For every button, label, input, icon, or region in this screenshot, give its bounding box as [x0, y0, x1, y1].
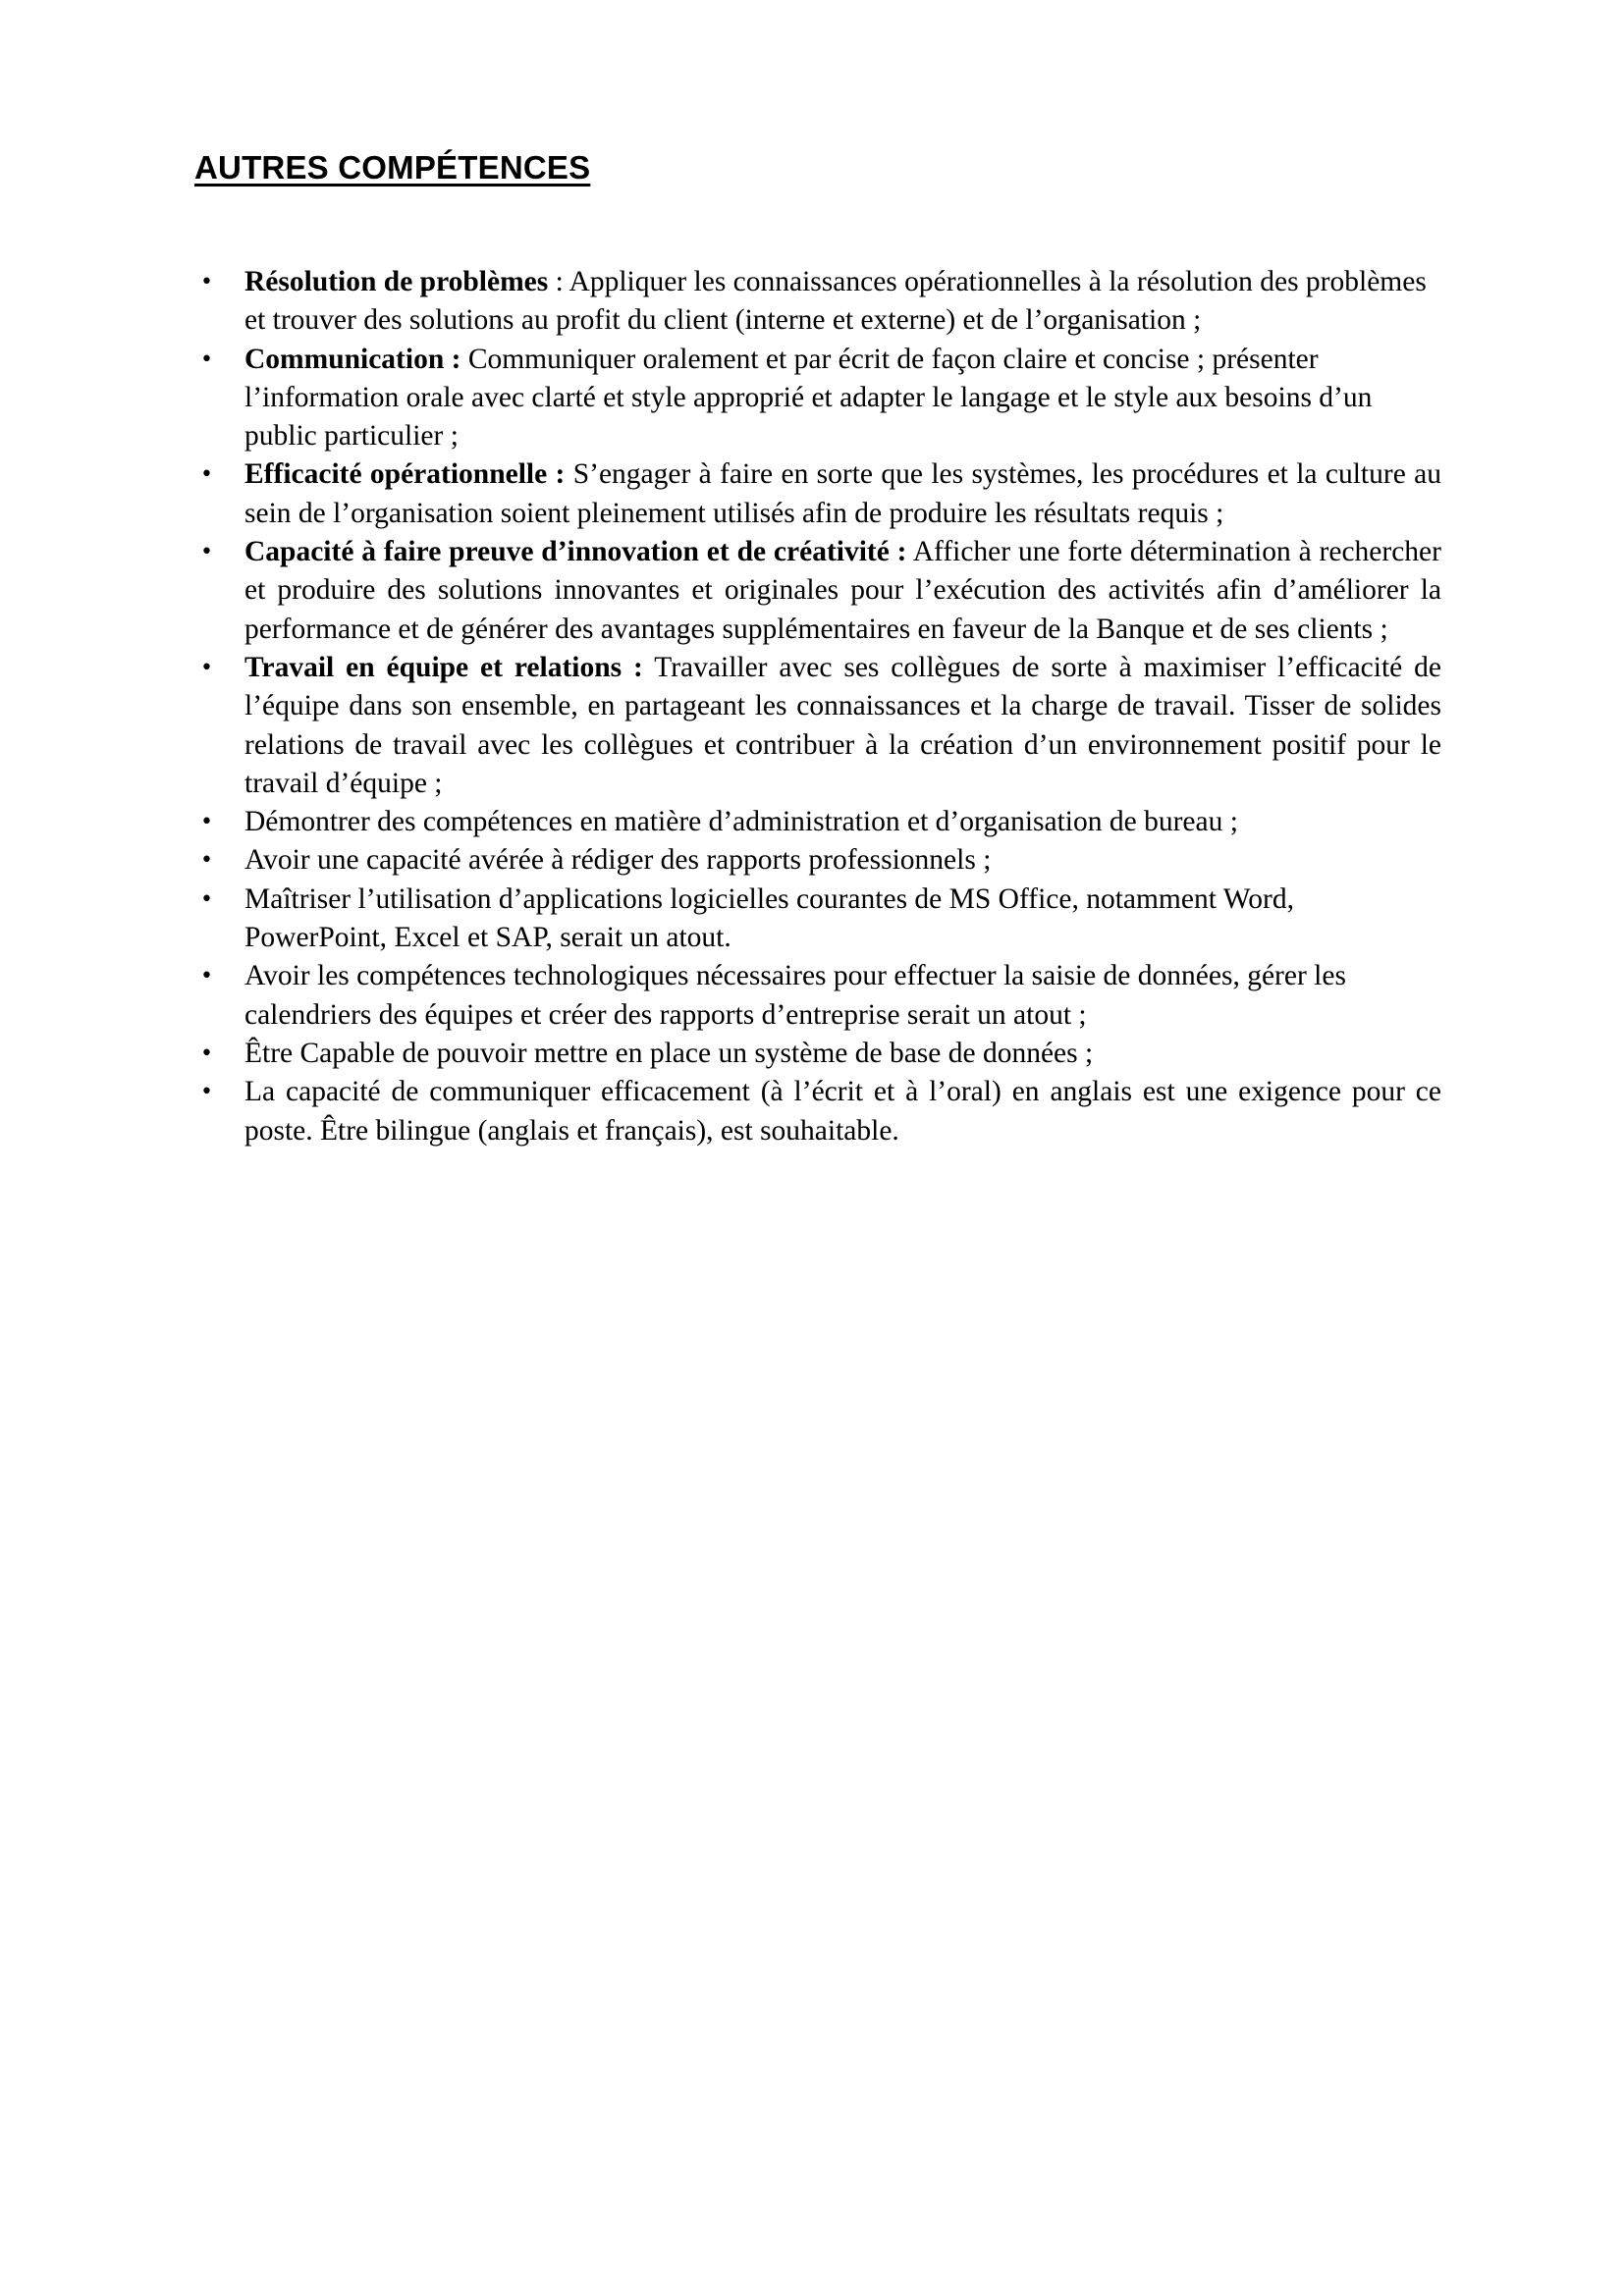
item-text: Afficher une forte détermination à rechercher et produire des solutions innovantes et originales pour l’exécution des activités afin d’améliorer la performance et de générer des avantages supplémentaires en faveur de la Banque et de ses clients ; [244, 536, 1441, 645]
section-heading: AUTRES COMPÉTENCES [194, 149, 591, 186]
item-text: Avoir les compétences technologiques nécessaires pour effectuer la saisie de données, gérer les calendriers des équipes et créer des rapports d’entreprise serait un atout ; [244, 960, 1346, 1031]
item-text: Démontrer des compétences en matière d’administration et d’organisation de bureau ; [244, 806, 1238, 838]
bullet-icon: • [200, 347, 213, 372]
list-item [194, 649, 1441, 803]
item-title: Communication : [244, 343, 461, 375]
bullet-icon: • [200, 810, 213, 835]
bullet-icon: • [200, 655, 213, 680]
list-item [194, 957, 1441, 1035]
list-item [194, 1073, 1441, 1150]
item-text: Être Capable de pouvoir mettre en place un système de base de données ; [244, 1037, 1094, 1069]
list-item [194, 803, 1441, 841]
list-item [194, 263, 1441, 341]
bullet-icon: • [200, 270, 213, 294]
bullet-icon: • [200, 462, 213, 488]
item-title: Efficacité opérationnelle : [244, 458, 566, 491]
item-text: Travailler avec ses collègues de sorte à maximiser l’efficacité de l’équipe dans son ensemble, en partageant les connaissances et la charge de travail. Tisser de solides relations de travail avec les collègues et contribuer à la création d’un environnement positif pour le travail d’équipe ; [244, 651, 1442, 799]
item-text: Maîtriser l’utilisation d’applications logicielles courantes de MS Office, notamment Word, PowerPoint, Excel et SAP, serait un atout. [244, 882, 1294, 954]
item-text: La capacité de communiquer efficacement (à l’écrit et à l’oral) en anglais est une exigence pour ce poste. Être bilingue (anglais et français), est souhaitable. [244, 1076, 1441, 1147]
list-item [194, 841, 1441, 880]
list-item [194, 455, 1441, 533]
list-item [194, 1035, 1441, 1073]
list-item [194, 533, 1441, 649]
list-item [194, 341, 1441, 456]
bullet-icon: • [200, 1080, 213, 1105]
item-title: Travail en équipe et relations : [244, 651, 643, 683]
item-text: S’engager à faire en sorte que les systèmes, les procédures et la culture au sein de l’organisation soient pleinement utilisés afin de produire les résultats requis ; [244, 458, 1441, 529]
bullet-icon: • [200, 540, 213, 565]
bullet-icon: • [200, 886, 213, 912]
skills-list [194, 263, 1441, 1150]
item-text: Communiquer oralement et par écrit de façon claire et concise ; présenter l’information orale avec clarté et style approprié et adapter le langage et le style aux besoins d’un public particulier ; [244, 343, 1373, 453]
item-text: Avoir une capacité avérée à rédiger des rapports professionnels ; [244, 844, 992, 877]
item-title: Résolution de problèmes [244, 266, 549, 297]
bullet-icon: • [200, 964, 213, 989]
bullet-icon: • [200, 848, 213, 874]
item-title: Capacité à faire preuve d’innovation et de créativité : [244, 536, 907, 568]
bullet-icon: • [200, 1041, 213, 1066]
list-item [194, 881, 1441, 958]
item-text: : Appliquer les connaissances opérationnelles à la résolution des problèmes et trouver des solutions au profit du client (interne et externe) et de l’organisation ; [244, 266, 1427, 337]
